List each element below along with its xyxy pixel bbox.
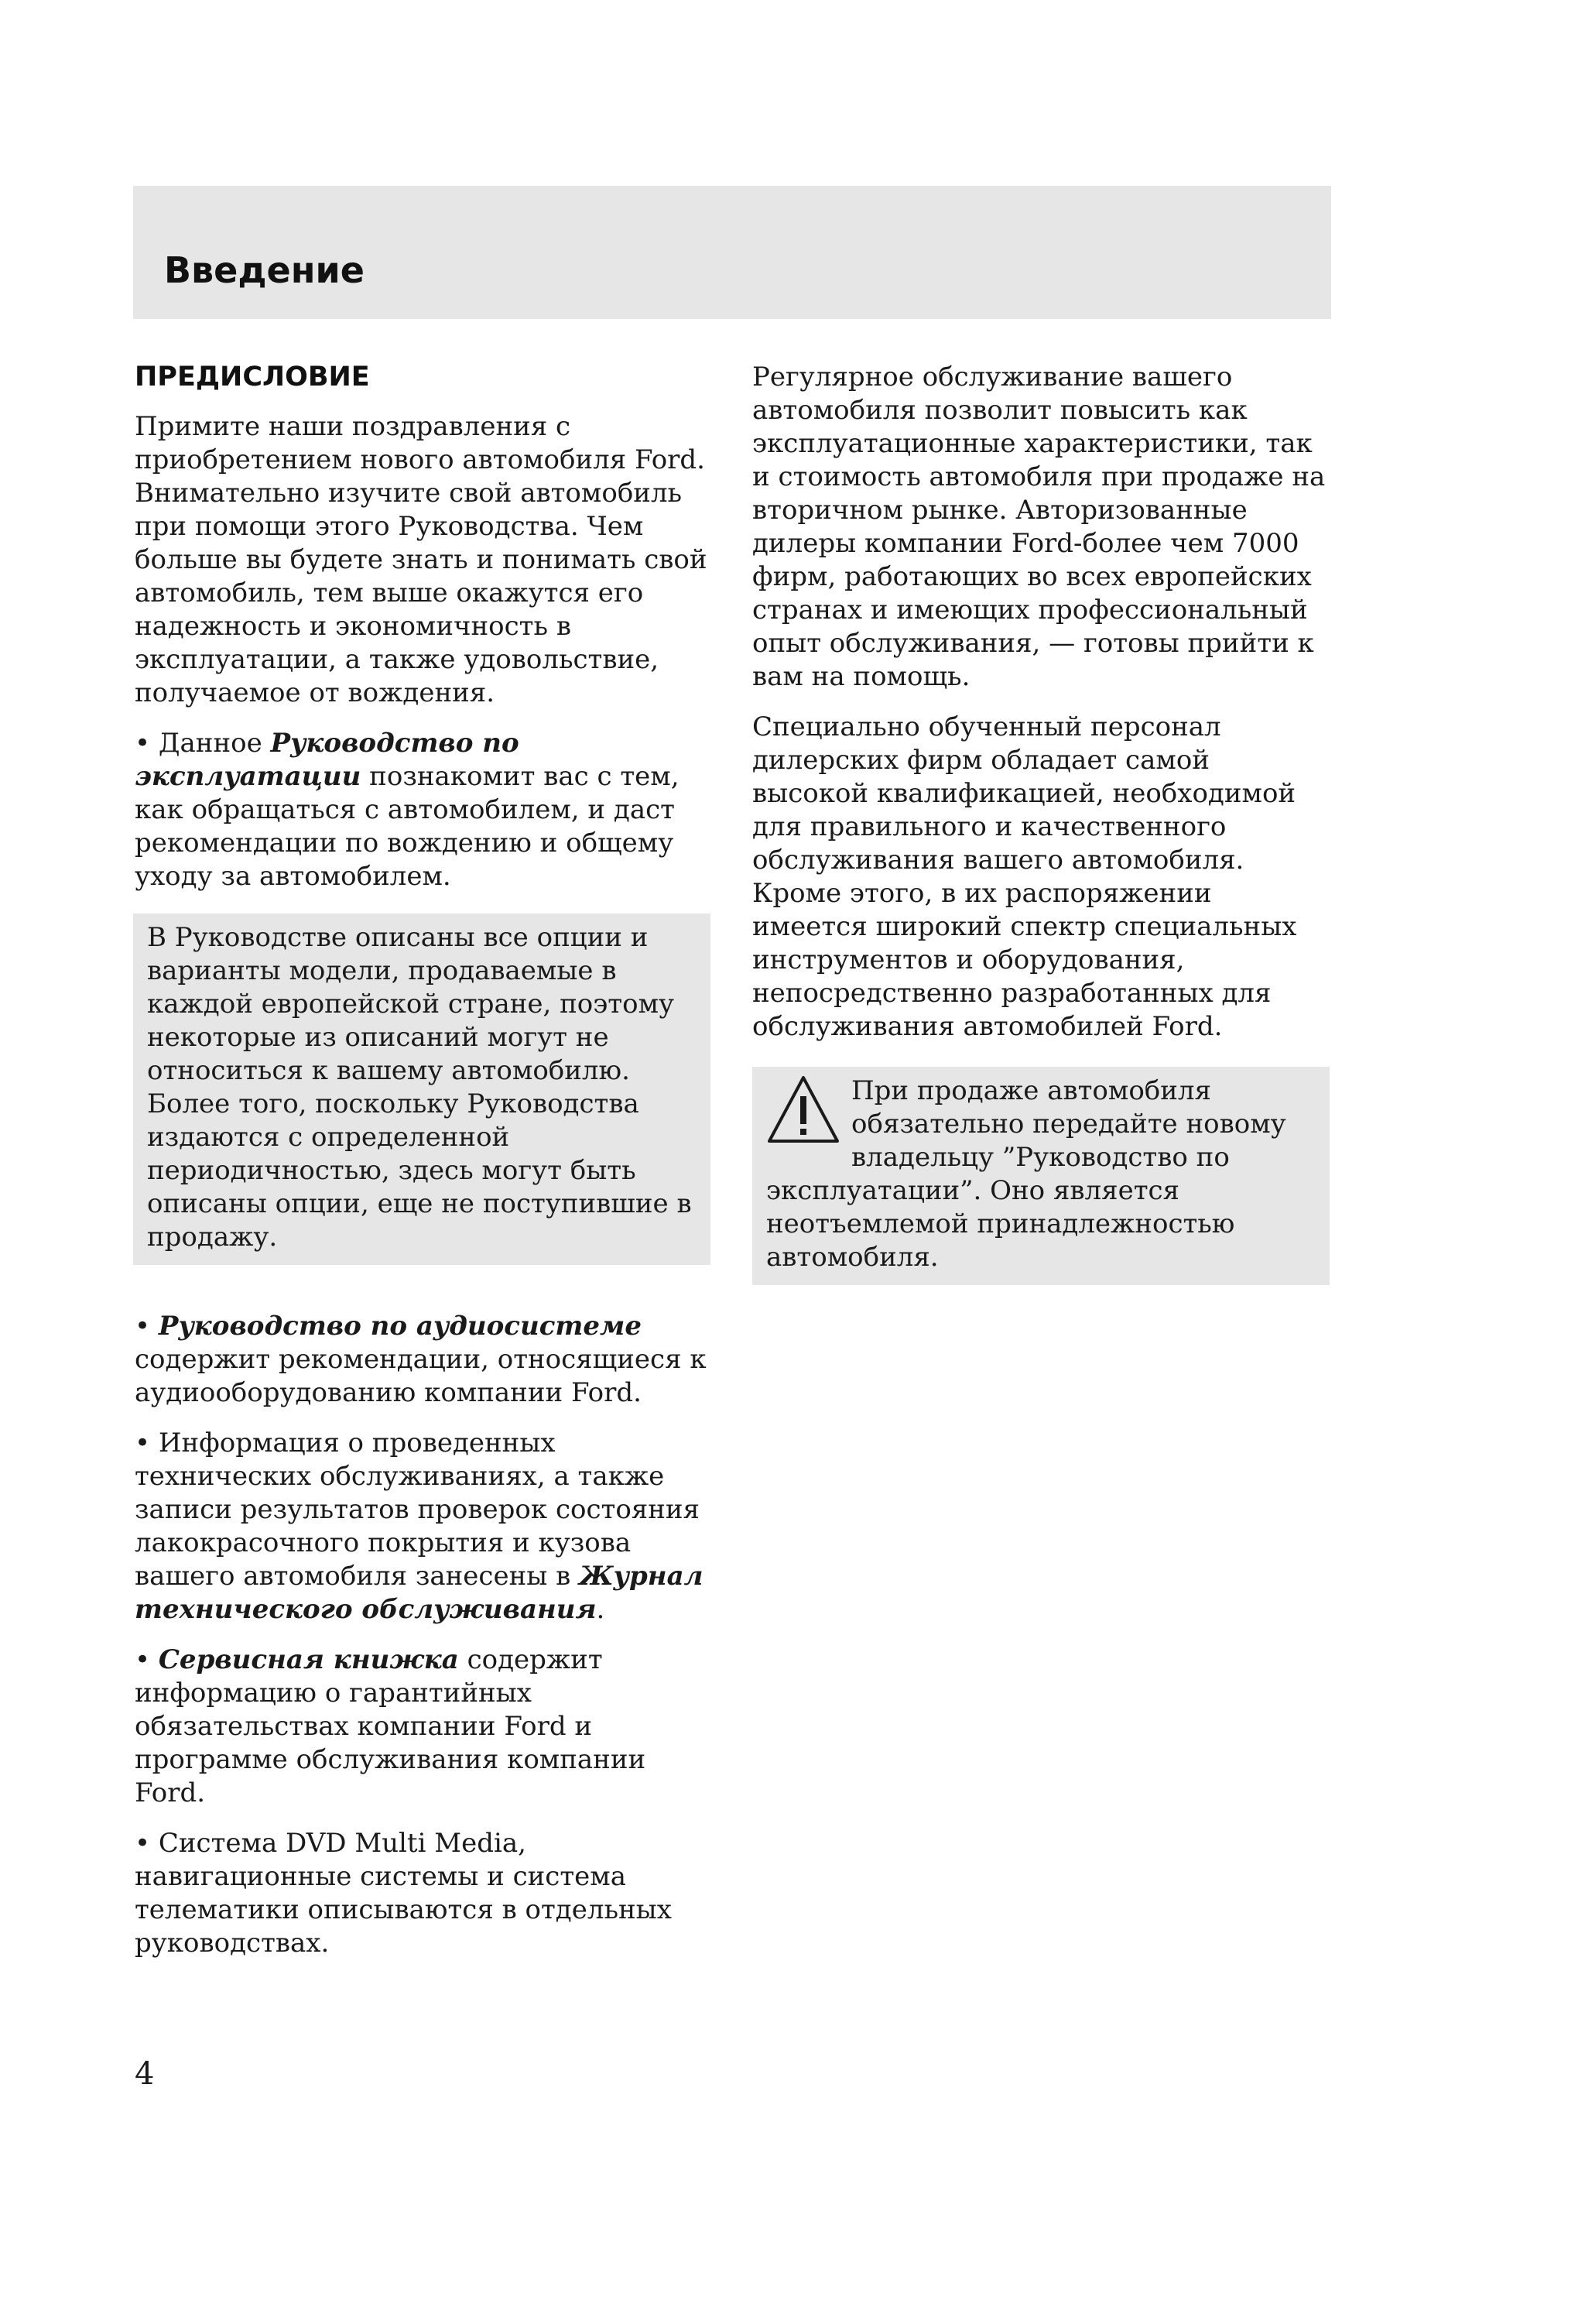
bullet-text: Данное [158,728,271,759]
bullet-emphasis: Руководство по эксплуатации [135,728,519,792]
warning-text: При продаже автомобиля обязательно передайте новому владельцу ”Руководство по эксплуатации”. Оно является неотъемлемой принадлежностью автомобиля. [766,1075,1286,1273]
right-column [752,361,1331,1285]
bullet-text: Система DVD Multi Media, навигационные системы и система телематики описываются в отдельных руководствах. [135,1828,672,1959]
bullet-text: содержит информацию о гарантийных обязательствах компании Ford и программе обслуживания компании Ford. [135,1644,646,1808]
bullet-text: . [596,1594,605,1625]
page-title: Введение [164,249,365,291]
bullet-text: Информация о проведенных технических обслуживаниях, а также записи результатов проверок состояния лакокрасочного покрытия и кузова вашего автомобиля занесены в [135,1428,700,1592]
section-heading: ПРЕДИСЛОВИЕ [135,362,370,392]
bullet-emphasis: Руководство по аудиосистеме [158,1311,642,1342]
intro-paragraph: Примите наши поздравления с приобретением нового автомобиля Ford. Внимательно изучите свой автомобиль при помощи этого Руководства. Чем больше вы будете знать и понимать свой автомобиль, тем выше окажутся его надежность и экономичность в эксплуатации, а также удовольствие, получаемое от вождения. [135,411,707,708]
bullet-service-book [135,1644,714,1810]
bullet-dvd-system [135,1827,714,1960]
bullet-audio-manual [135,1310,714,1410]
dealer-staff-paragraph: Специально обученный персонал дилерских фирм обладает самой высокой квалификацией, необходимой для правильного и качественного обслуживания вашего автомобиля. Кроме этого, в их распоряжении имеется широкий спектр специальных инструментов и оборудования, непосредственно разработанных для обслуживания автомобилей Ford. [752,711,1297,1042]
bullet-service-log [135,1427,714,1626]
info-note-box: В Руководстве описаны все опции и варианты модели, продаваемые в каждой европейской стране, поэтому некоторые из описаний могут не относиться к вашему автомобилю. Более того, поскольку Руководства издаются с определенной периодичностью, здесь могут быть описаны опции, еще не поступившие в продажу. [133,913,710,1265]
maintenance-paragraph: Регулярное обслуживание вашего автомобиля позволит повысить как эксплуатационные характеристики, так и стоимость автомобиля при продаже на вторичном рынке. Авторизованные дилеры компании Ford-более чем 7000 фирм, работающих во всех европейских странах и имеющих профессиональный опыт обслуживания, — готовы прийти к вам на помощь. [752,362,1326,692]
bullet-emphasis: Сервисная книжка [158,1644,459,1675]
bullet-emphasis: Журнал технического обслуживания [135,1561,703,1625]
page-number: 4 [135,2056,155,2092]
warning-triangle-icon [766,1075,840,1146]
bullet-owner-manual [135,727,714,893]
left-column [135,361,714,1977]
warning-note-box [752,1067,1330,1285]
bullet-text: познакомит вас с тем, как обращаться с автомобилем, и даст рекомендации по вождению и общему уходу за автомобилем. [135,761,680,892]
bullet-text: содержит рекомендации, относящиеся к аудиооборудованию компании Ford. [135,1344,707,1408]
